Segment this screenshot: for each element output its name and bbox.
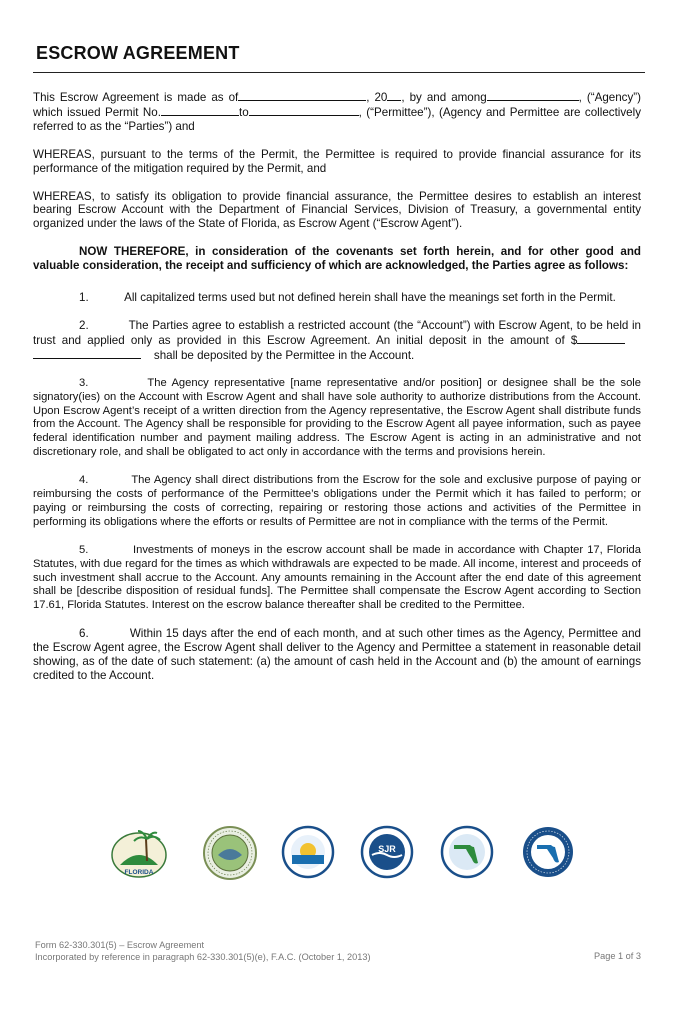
clause-2-text-b: shall be deposited by the Permittee in the Account. [153,348,415,362]
clause-6-number: 6. [79,627,89,641]
blue-florida-seal-logo-icon [521,825,575,879]
clause-2 [33,319,641,363]
florida-palm-logo-icon [110,825,168,879]
green-seal-logo-icon [202,825,258,881]
now-therefore-paragraph: NOW THEREFORE, in consideration of the covenants set forth herein, and for other good and valuable consideration, the receipt and sufficiency of which are acknowledged, the Parties agree as follows: [33,245,641,273]
title-divider [33,72,645,73]
amount-blank[interactable] [577,333,625,344]
sjr-seal-logo-icon [360,825,414,879]
permittee-blank[interactable] [249,105,359,116]
form-reference: Incorporated by reference in paragraph 62-330.301(5)(e), F.A.C. (October 1, 2013) [35,952,371,962]
clause-4 [33,474,641,530]
agency-logo-row [0,825,681,885]
sun-seal-logo-icon [281,825,335,879]
amount-words-blank[interactable] [33,348,141,359]
clause-2-dollar: $ [570,333,578,347]
clause-5 [33,544,641,614]
year-blank[interactable] [387,90,401,101]
agency-blank[interactable] [487,90,579,101]
clause-5-number: 5. [79,543,89,556]
permit-number-blank[interactable] [161,105,239,116]
clause-5-text: Investments of moneys in the escrow account shall be made in accordance with Chapter 17, Florida Statutes, with due regard for the times as which withdrawals are expected to be made. All income, interest and proceeds of such investment shall accrue to the Account. Any amounts remaining in the Account after the end date of this agreement shall be [describe disposition of residual funds]. The Permittee shall compensate the Escrow Agent according to Section 17.61, Florida Statutes. Interest on the escrow balance thereafter shall be credited to the Permittee. [33,543,641,612]
clause-1 [33,291,641,305]
date-blank[interactable] [238,90,366,101]
form-number: Form 62-330.301(5) – Escrow Agreement [35,940,205,950]
document-title: ESCROW AGREEMENT [36,43,240,63]
clause-3 [33,377,641,460]
whereas-paragraph-1: WHEREAS, pursuant to the terms of the Permit, the Permittee is required to provide financial assurance for its performance of the mitigation required by the Permit, and [33,147,641,175]
sjr-logo-text: SJR [378,844,396,854]
clause-6-text: Within 15 days after the end of each month, and at such other times as the Agency, Permittee and the Escrow Agent agree, the Escrow Agent shall deliver to the Agency and Permittee a statement in reasonable detail showing, as of the date of such statement: (a) the amount of cash held in the Account and (b) the amount of earnings credited to the Account. [33,627,642,682]
clause-3-number: 3. [79,376,89,389]
intro-paragraph: This Escrow Agreement is made as of , 20 , by and among , (“Agency”) which issued Permit No. to , (“Permittee”), (Agency and Permittee are collectively referred to as the “Parties”) and [33,91,641,133]
form-footer [35,939,371,963]
page-number: Page 1 of 3 [594,951,641,961]
clause-1-text: All capitalized terms used but not defined herein shall have the meanings set forth in the Permit. [124,291,616,305]
clause-6 [33,627,641,683]
clause-4-text: The Agency shall direct distributions from the Escrow for the sole and exclusive purpose of paying or reimbursing the costs of performance of the Permittee’s obligations under the Permit which it has failed to perform; or paying or reimbursing the costs of correcting, repairing or restoring those actions and activities of the Permittee in performing its obligations where the efforts or results of Permittee are not in compliance with the terms of the Permit. [33,474,641,528]
florida-logo-text: FLORIDA [124,869,154,876]
agreement-body [33,90,641,683]
whereas-paragraph-2: WHEREAS, to satisfy its obligation to provide financial assurance, the Permittee desires to establish an interest bearing Escrow Account with the Department of Financial Services, Division of Treasury, a governmental entity organized under the laws of the State of Florida, as Escrow Agent (“Escrow Agent”). [33,189,641,231]
clause-1-number: 1. [79,291,89,305]
clause-4-number: 4. [79,474,89,487]
clause-2-number: 2. [79,318,89,332]
clause-3-text: The Agency representative [name representative and/or position] or designee shall be the sole signatory(ies) on the Account with Escrow Agent and shall have sole authority to authorize distributions from the Account. Upon Escrow Agent’s receipt of a written direction from the Agency representative, the Escrow Agent shall distribute funds from the Account. The Agency shall be responsible for providing to the Escrow Agent all payee information, such as payee federal identification number and payment mailing address. The Escrow Agent is acting in an administrative and not discretionary role, and shall be obligated to act only in accordance with the terms and provisions herein. [33,376,641,459]
clause-2-text-a: The Parties agree to establish a restricted account (the “Account”) with Escrow Agent, to be held in trust and applied only as provided in this Escrow Agreement. An initial deposit in the amount of [33,318,641,347]
florida-map-seal-logo-icon [440,825,494,879]
